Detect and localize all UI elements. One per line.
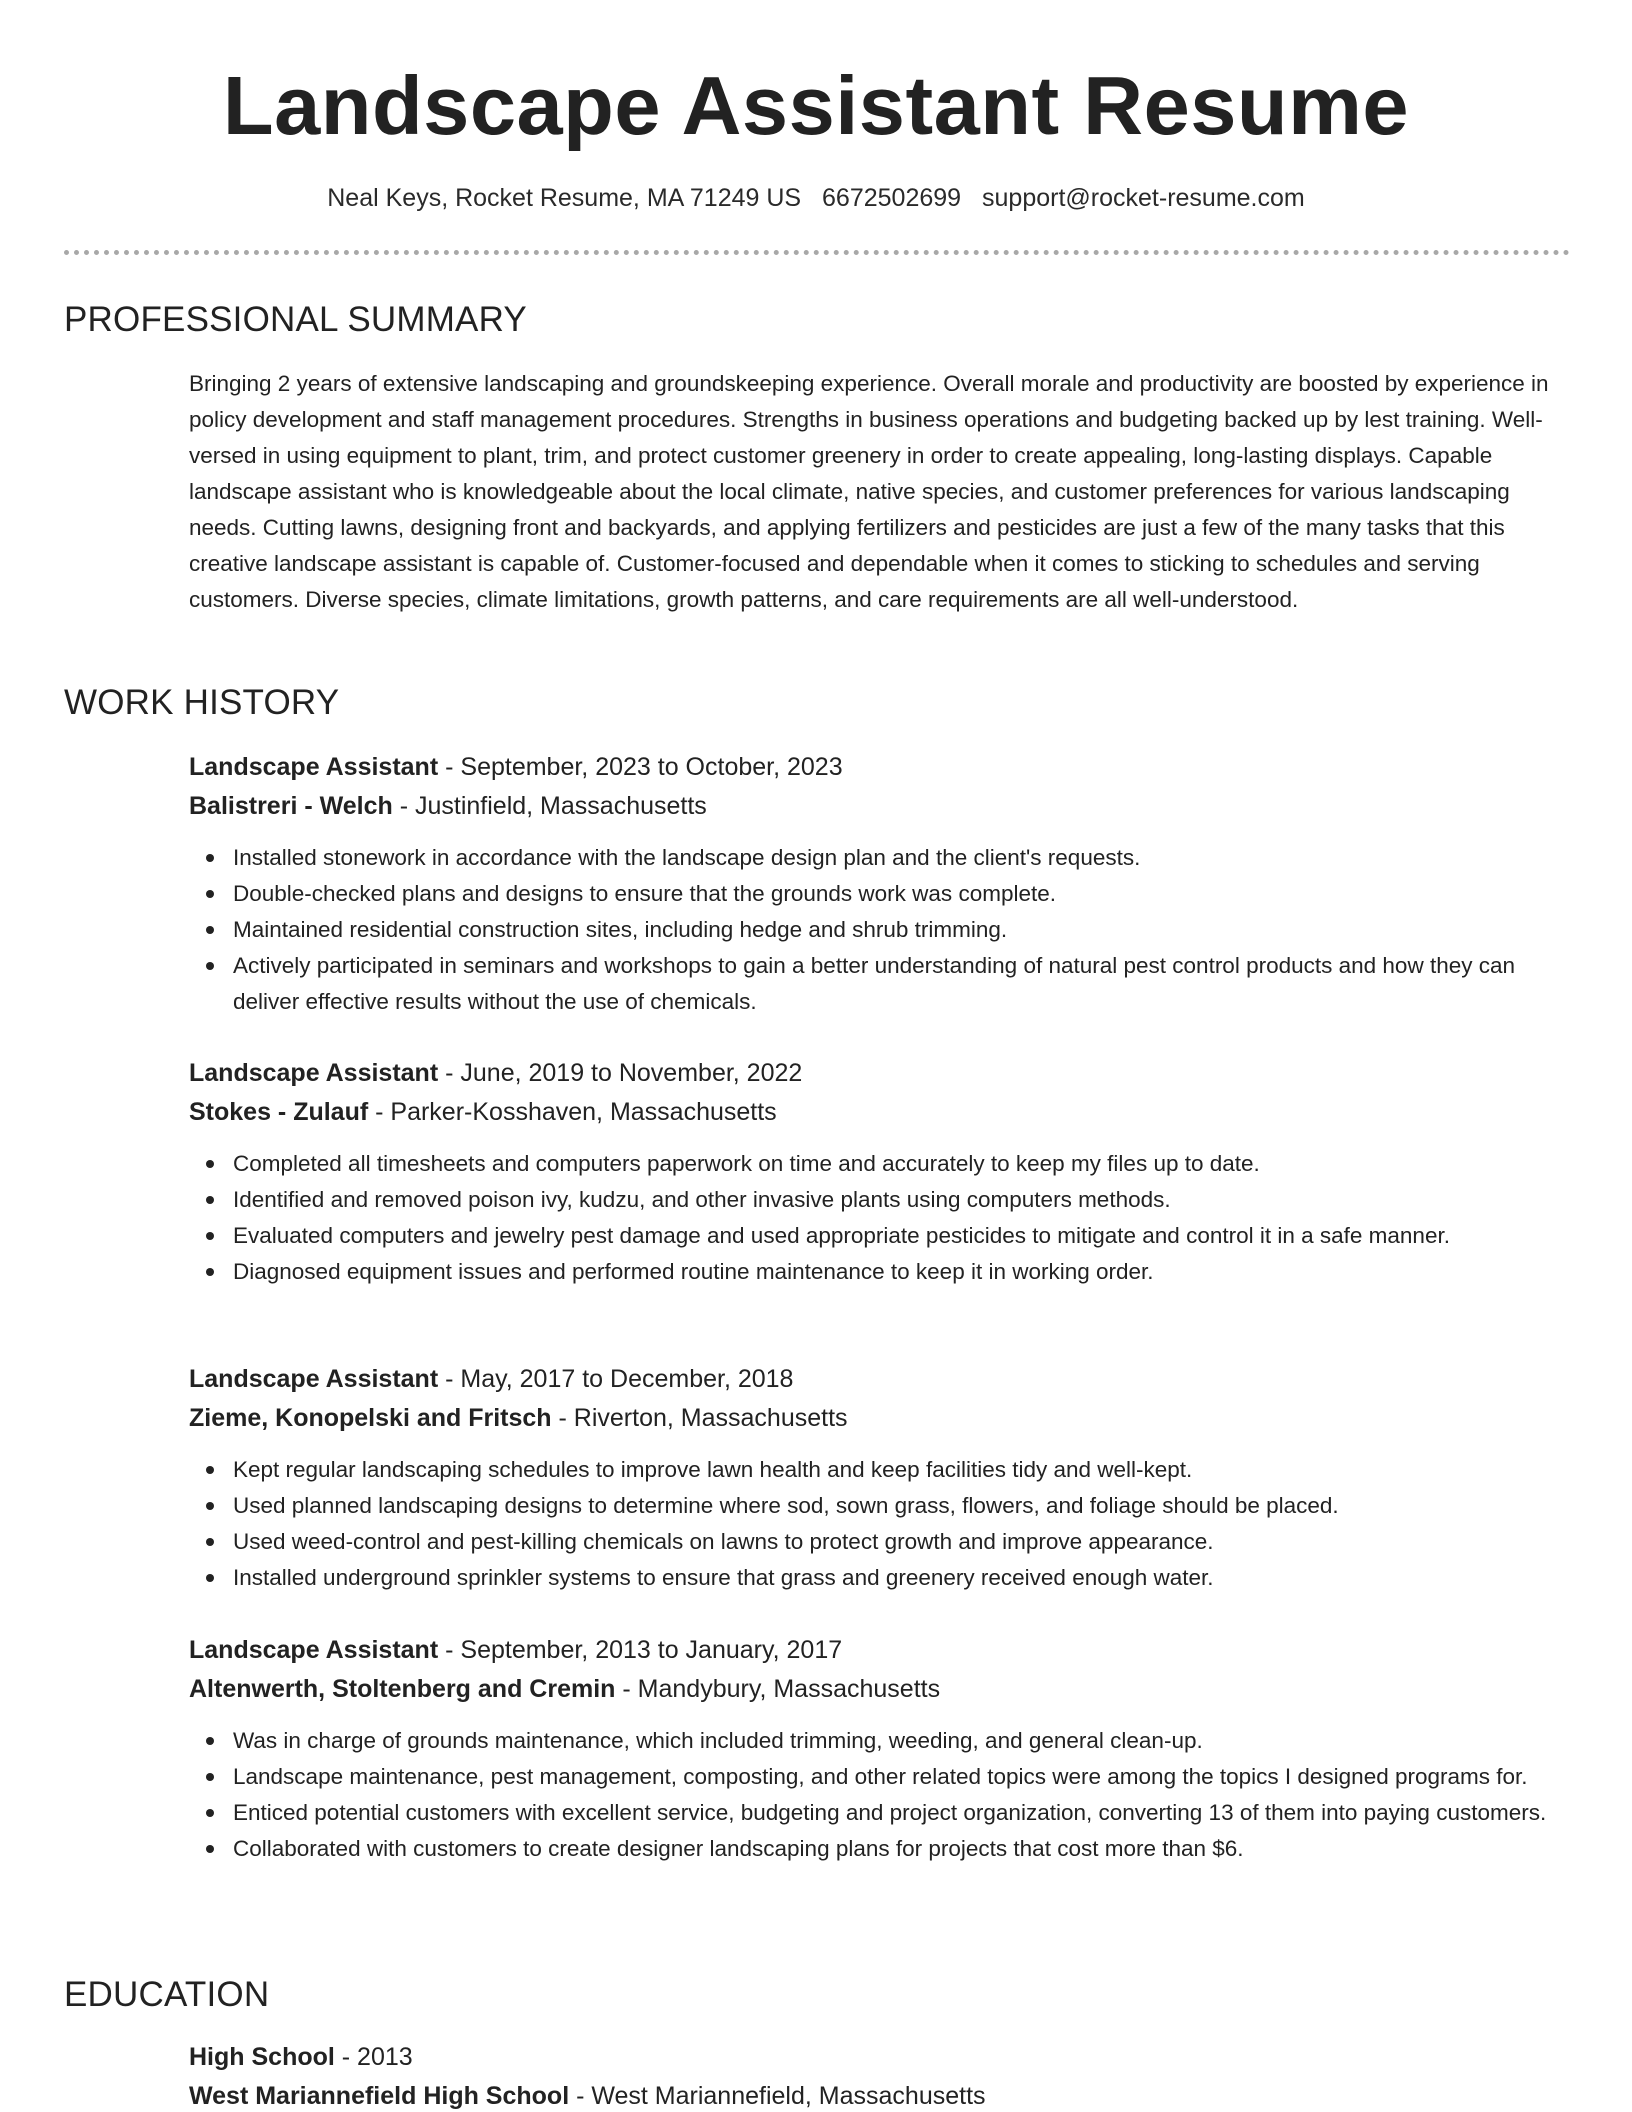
duty-list [189, 1452, 1569, 1596]
job-dates: September, 2023 to October, 2023 [460, 753, 843, 781]
duty-text: Diagnosed equipment issues and performed routine maintenance to keep it in working order. [233, 1259, 1154, 1284]
bullet-icon [206, 1809, 214, 1817]
job-dates: May, 2017 to December, 2018 [460, 1365, 794, 1393]
job-location: Riverton, Massachusetts [573, 1404, 848, 1432]
job-title-line [189, 748, 1569, 787]
bullet-icon [206, 854, 214, 862]
duty-item [189, 1182, 1569, 1218]
duty-item [189, 1795, 1569, 1831]
contact-phone: 6672502699 [822, 184, 962, 212]
summary-heading: PROFESSIONAL SUMMARY [64, 300, 527, 339]
duty-text: Maintained residential construction sites, including hedge and shrub trimming. [233, 917, 1008, 942]
education-school-line [189, 2077, 1569, 2112]
duty-item [189, 1723, 1569, 1759]
duty-item [189, 1452, 1569, 1488]
job-company-line [189, 1093, 1569, 1132]
job-company: Altenwerth, Stoltenberg and Cremin [189, 1675, 616, 1703]
bullet-icon [206, 1196, 214, 1204]
duty-item [189, 1831, 1569, 1867]
separator: - [569, 2082, 592, 2110]
job-entry [189, 748, 1569, 1020]
duty-item [189, 1254, 1569, 1290]
job-title-line [189, 1054, 1569, 1093]
bullet-icon [206, 1466, 214, 1474]
job-company-line [189, 1670, 1569, 1709]
duty-text: Installed stonework in accordance with the landscape design plan and the client's requests. [233, 845, 1141, 870]
bullet-icon [206, 1845, 214, 1853]
bullet-icon [206, 1502, 214, 1510]
bullet-icon [206, 1268, 214, 1276]
duty-list [189, 1146, 1569, 1290]
education-school: West Mariannefield High School [189, 2082, 570, 2110]
education-degree-line [189, 2038, 1569, 2077]
job-location: Mandybury, Massachusetts [637, 1675, 941, 1703]
bullet-icon [206, 1574, 214, 1582]
job-entry [189, 1631, 1569, 1867]
job-company: Zieme, Konopelski and Fritsch [189, 1404, 552, 1432]
job-entry [189, 1360, 1569, 1596]
duty-item [189, 1488, 1569, 1524]
contact-email: support@rocket-resume.com [982, 184, 1305, 212]
job-title-line [189, 1631, 1569, 1670]
job-company-line [189, 787, 1569, 826]
bullet-icon [206, 926, 214, 934]
duty-text: Used weed-control and pest-killing chemicals on lawns to protect growth and improve appearance. [233, 1529, 1214, 1554]
separator: - [368, 1098, 391, 1126]
duty-text: Completed all timesheets and computers paperwork on time and accurately to keep my files up to date. [233, 1151, 1260, 1176]
education-heading: EDUCATION [64, 1975, 270, 2014]
duty-item [189, 1524, 1569, 1560]
job-location: Justinfield, Massachusetts [415, 792, 707, 820]
duty-text: Enticed potential customers with excellent service, budgeting and project organization, converting 13 of them into paying customers. [233, 1800, 1547, 1825]
duty-text: Used planned landscaping designs to determine where sod, sown grass, flowers, and foliage should be placed. [233, 1493, 1339, 1518]
resume-title: Landscape Assistant Resume [222, 59, 1410, 152]
job-dates: June, 2019 to November, 2022 [460, 1059, 803, 1087]
duty-text: Evaluated computers and jewelry pest damage and used appropriate pesticides to mitigate and control it in a safe manner. [233, 1223, 1450, 1248]
duty-list [189, 840, 1569, 1020]
duty-text: Double-checked plans and designs to ensure that the grounds work was complete. [233, 881, 1056, 906]
education-year: 2013 [357, 2043, 413, 2071]
bullet-icon [206, 1232, 214, 1240]
duty-text: Identified and removed poison ivy, kudzu, and other invasive plants using computers methods. [233, 1187, 1171, 1212]
job-title-line [189, 1360, 1569, 1399]
bullet-icon [206, 962, 214, 970]
job-dates: September, 2013 to January, 2017 [460, 1636, 843, 1664]
duty-item [189, 948, 1569, 1020]
job-title: Landscape Assistant [189, 753, 439, 781]
duty-text: Kept regular landscaping schedules to improve lawn health and keep facilities tidy and well-kept. [233, 1457, 1193, 1482]
job-title: Landscape Assistant [189, 1365, 439, 1393]
duty-text: Installed underground sprinkler systems to ensure that grass and greenery received enough water. [233, 1565, 1214, 1590]
job-company-line [189, 1399, 1569, 1438]
job-company: Stokes - Zulauf [189, 1098, 369, 1126]
separator: - [438, 753, 461, 781]
duty-text: Landscape maintenance, pest management, composting, and other related topics were among the topics I designed programs for. [233, 1764, 1528, 1789]
education-location: West Mariannefield, Massachusetts [591, 2082, 986, 2110]
summary-text: Bringing 2 years of extensive landscaping and groundskeeping experience. Overall morale and productivity are boosted by experience in policy development and staff management procedures. Strengths in business operations and budgeting backed up by lest training. Well-versed in using equipment to plant, trim, and protect customer greenery in order to create appealing, long-lasting displays. Capable landscape assistant who is knowledgeable about the local climate, native species, and customer preferences for various landscaping needs. Cutting lawns, designing front and backyards, and applying fertilizers and pesticides are just a few of the many tasks that this creative landscape assistant is capable of. Customer-focused and dependable when it comes to sticking to schedules and serving customers. Diverse species, climate limitations, growth patterns, and care requirements are all well-understood. [189, 371, 1549, 612]
duty-text: Was in charge of grounds maintenance, which included trimming, weeding, and general clean-up. [233, 1728, 1203, 1753]
bullet-icon [206, 1160, 214, 1168]
header-divider [64, 250, 1570, 255]
duty-text: Actively participated in seminars and workshops to gain a better understanding of natural pest control products and how they can deliver effective results without the use of chemicals. [233, 953, 1515, 1014]
duty-item [189, 1560, 1569, 1596]
duty-item [189, 1759, 1569, 1795]
contact-line [64, 180, 1568, 216]
job-title: Landscape Assistant [189, 1636, 439, 1664]
duty-item [189, 1146, 1569, 1182]
duty-list [189, 1723, 1569, 1867]
job-company: Balistreri - Welch [189, 792, 393, 820]
separator: - [551, 1404, 574, 1432]
duty-item [189, 912, 1569, 948]
work-history-heading: WORK HISTORY [64, 683, 340, 722]
separator: - [615, 1675, 638, 1703]
bullet-icon [206, 1538, 214, 1546]
job-title: Landscape Assistant [189, 1059, 439, 1087]
job-entry [189, 1054, 1569, 1290]
duty-text: Collaborated with customers to create designer landscaping plans for projects that cost more than $6. [233, 1836, 1244, 1861]
duty-item [189, 1218, 1569, 1254]
bullet-icon [206, 1737, 214, 1745]
separator: - [334, 2043, 358, 2071]
separator: - [438, 1365, 461, 1393]
bullet-icon [206, 1773, 214, 1781]
separator: - [438, 1059, 461, 1087]
education-entry [189, 2038, 1569, 2112]
duty-item [189, 876, 1569, 912]
separator: - [392, 792, 415, 820]
education-degree: High School [189, 2043, 335, 2071]
contact-address: Neal Keys, Rocket Resume, MA 71249 US [327, 184, 802, 212]
separator: - [438, 1636, 461, 1664]
job-location: Parker-Kosshaven, Massachusetts [390, 1098, 777, 1126]
bullet-icon [206, 890, 214, 898]
duty-item [189, 840, 1569, 876]
